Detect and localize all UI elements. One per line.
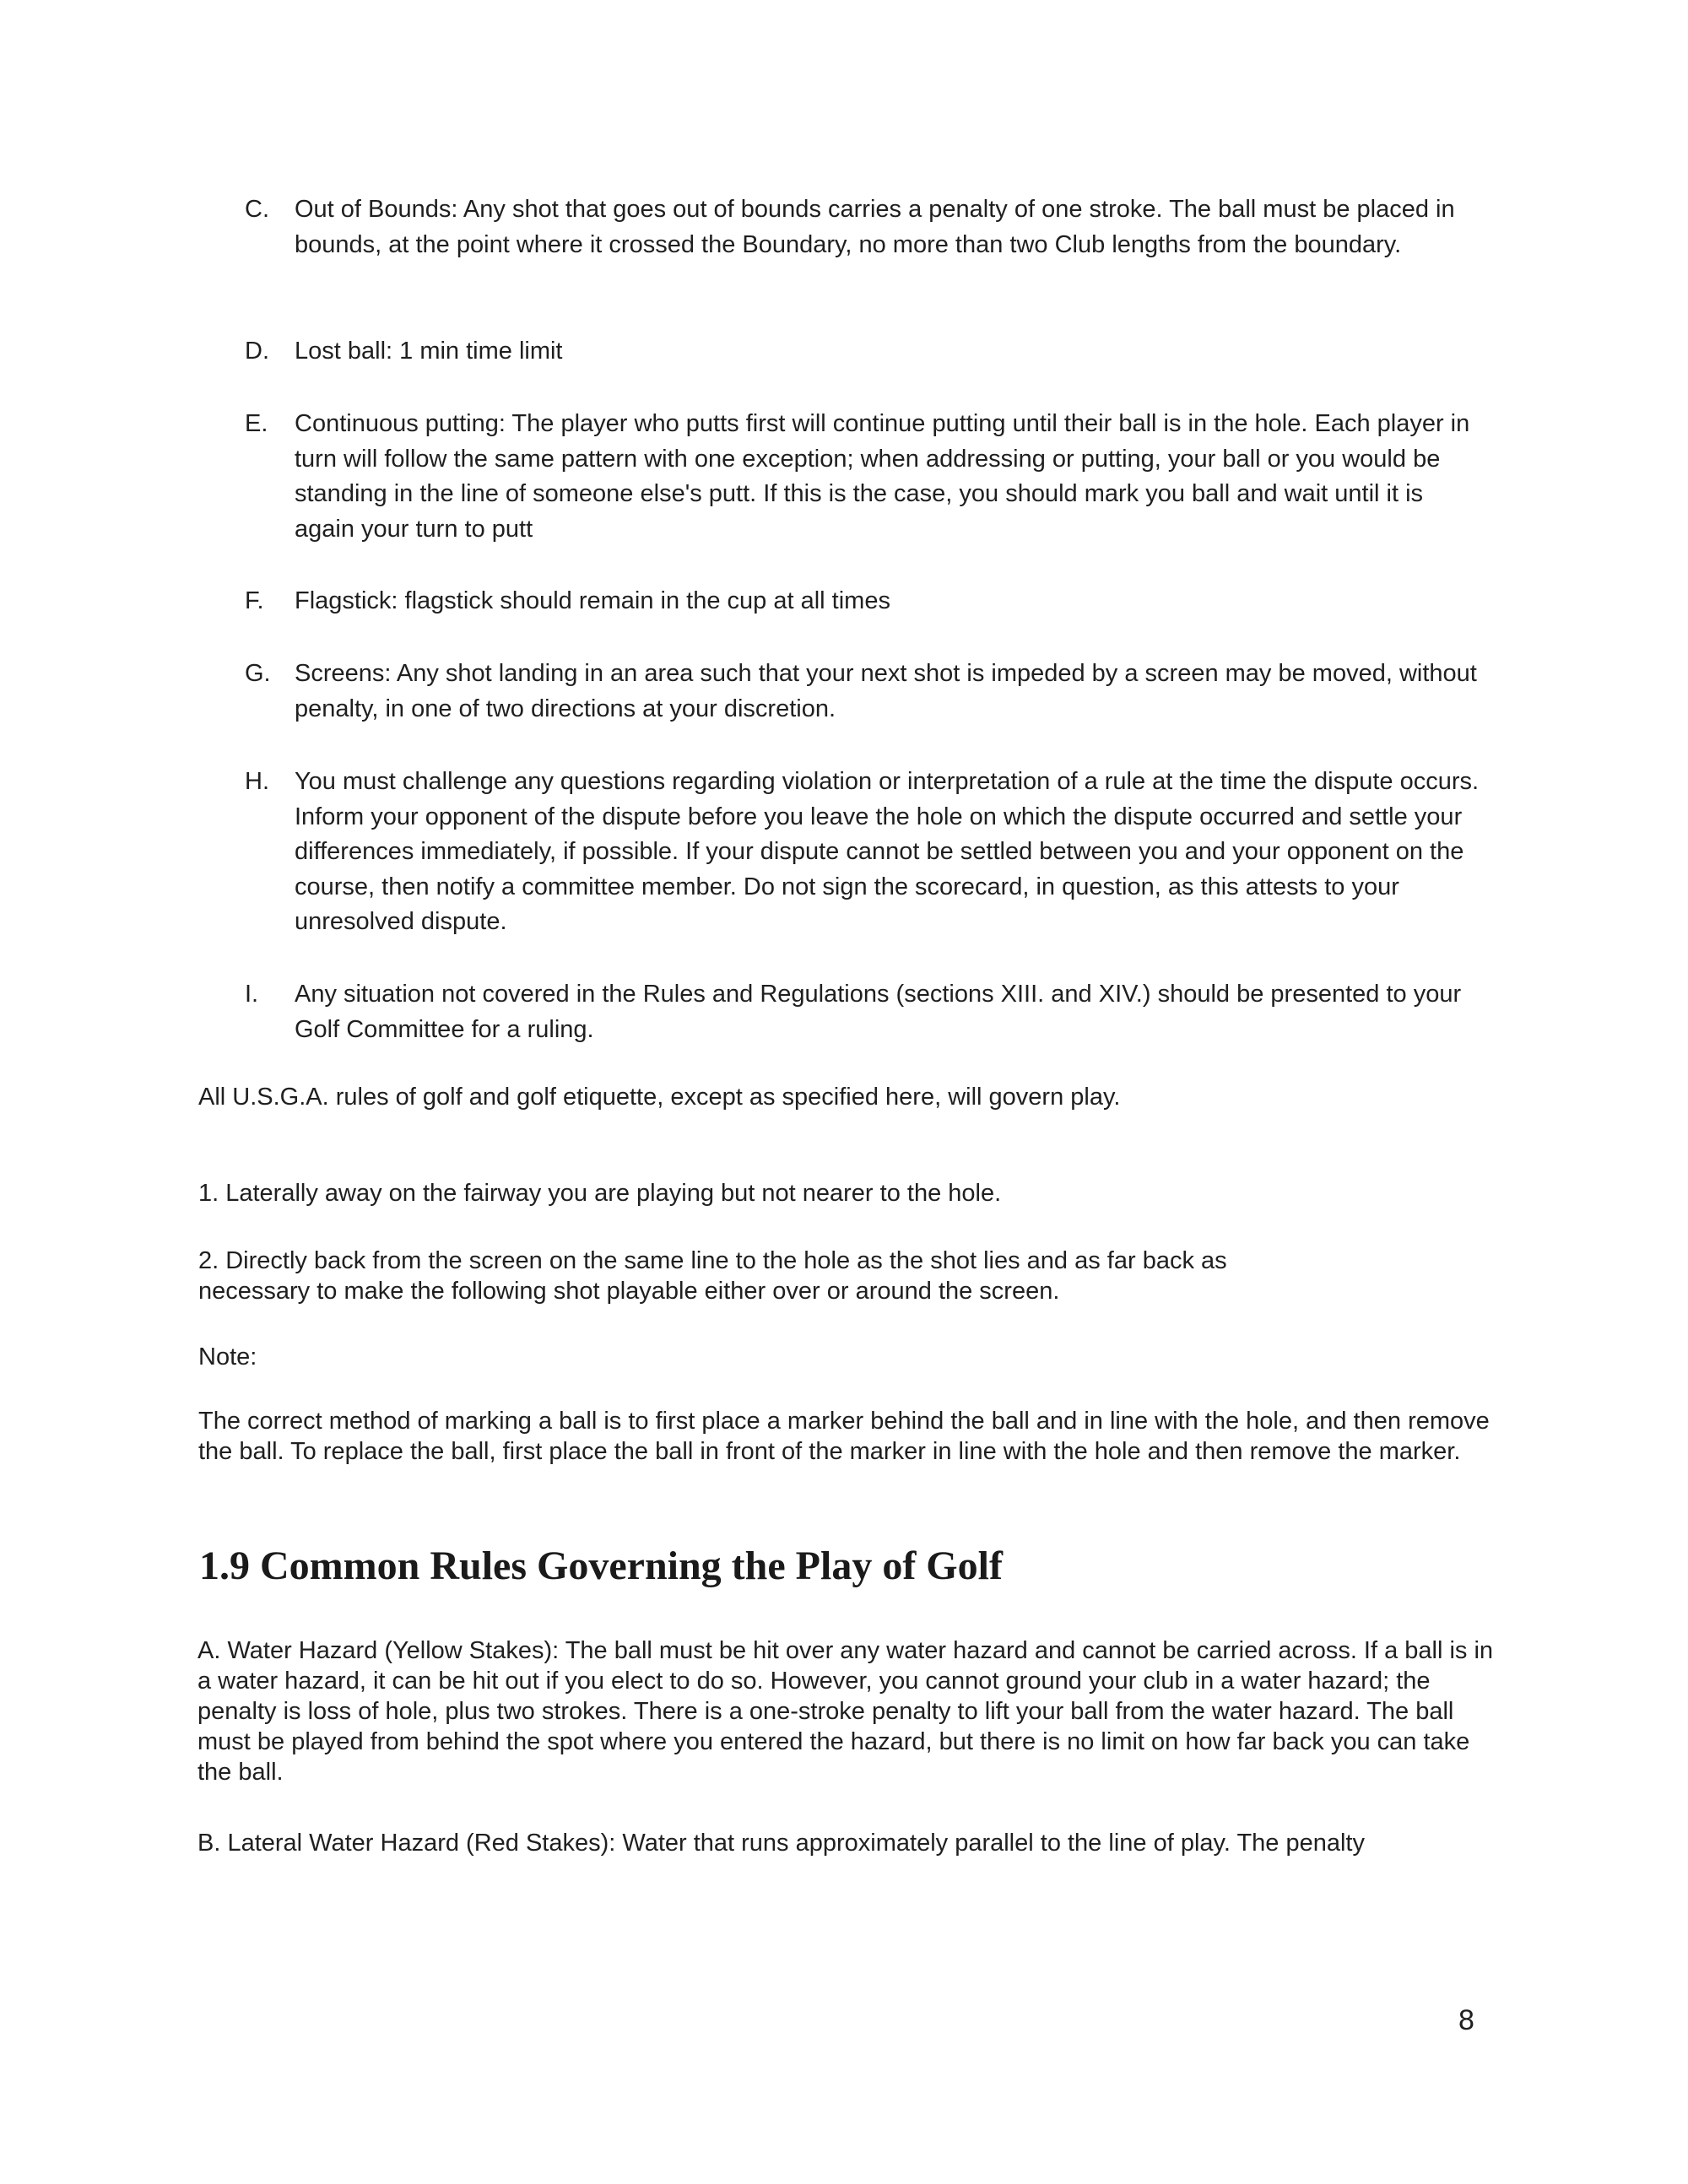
list-item-c [245, 192, 1485, 262]
rule-a-water-hazard: A. Water Hazard (Yellow Stakes): The ball must be hit over any water hazard and cannot be carried across. If a ball is in a water hazard, it can be hit out if you elect to do so. However, you cannot ground your club in a water hazard; the penalty is loss of hole, plus two strokes. There is a one-stroke penalty to lift your ball from the water hazard. The ball must be played from behind the spot where you entered the hazard, but there is no limit on how far back you can take the ball. [197, 1637, 1494, 1786]
list-item-d [245, 334, 1485, 370]
note-text: The correct method of marking a ball is to first place a marker behind the ball and in line with the hole, and then remove the ball. To replace the ball, first place the ball in front of the marker in line with the hole and then remove the marker. [198, 1408, 1490, 1465]
list-item-text: Out of Bounds: Any shot that goes out of bounds carries a penalty of one stroke. The ball must be placed in bounds, at the point where it crossed the Boundary, no more than two Club lengths from the boundary. [295, 196, 1455, 258]
list-item-g [245, 657, 1485, 727]
list-item-i [245, 977, 1485, 1047]
list-item-text: Screens: Any shot landing in an area such that your next shot is impeded by a screen may be moved, without penalty, in one of two directions at your discretion. [295, 660, 1477, 722]
list-item-text: Flagstick: flagstick should remain in the cup at all times [295, 587, 890, 614]
section-heading: 1.9 Common Rules Governing the Play of Golf [199, 1543, 1003, 1588]
list-item-text: Any situation not covered in the Rules and Regulations (sections XIII. and XIV.) should be presented to your Golf Committee for a ruling. [295, 981, 1462, 1043]
list-item-letter: C. [245, 196, 269, 223]
list-item-letter: E. [245, 410, 268, 437]
screen-option-1: 1. Laterally away on the fairway you are playing but not nearer to the hole. [198, 1180, 1002, 1207]
list-item-f [245, 584, 1485, 619]
list-item-text: You must challenge any questions regarding violation or interpretation of a rule at the time the dispute occurs. Inform your opponent of the dispute before you leave the hole on which the dispute occurred and settle your differences immediately, if possible. If your dispute cannot be settled between you and your opponent on the course, then notify a committee member. Do not sign the scorecard, in question, as this attests to your unresolved dispute. [295, 768, 1480, 935]
usga-statement: All U.S.G.A. rules of golf and golf etiquette, except as specified here, will govern play. [198, 1084, 1121, 1111]
rule-b-lateral-water-hazard: B. Lateral Water Hazard (Red Stakes): Water that runs approximately parallel to the line of play. The penalty [197, 1830, 1365, 1857]
list-item-e [245, 407, 1485, 547]
list-item-letter: F. [245, 587, 264, 614]
note-label: Note: [198, 1343, 257, 1370]
list-item-text: Lost ball: 1 min time limit [295, 338, 563, 365]
list-item-text: Continuous putting: The player who putts first will continue putting until their ball is in the hole. Each player in turn will follow the same pattern with one exception; when addressing or putting, your ball or you would be standing in the line of someone else's putt. If this is the case, you should mark you ball and wait until it is again your turn to putt [295, 410, 1470, 543]
list-item-letter: I. [245, 981, 259, 1008]
list-item-letter: H. [245, 768, 269, 795]
screen-option-2: 2. Directly back from the screen on the same line to the hole as the shot lies and as far back as necessary to make the following shot playable either over or around the screen. [198, 1247, 1227, 1305]
page-number: 8 [1458, 2004, 1474, 2036]
list-item-h [245, 765, 1485, 940]
list-item-letter: G. [245, 660, 271, 687]
list-item-letter: D. [245, 338, 269, 365]
